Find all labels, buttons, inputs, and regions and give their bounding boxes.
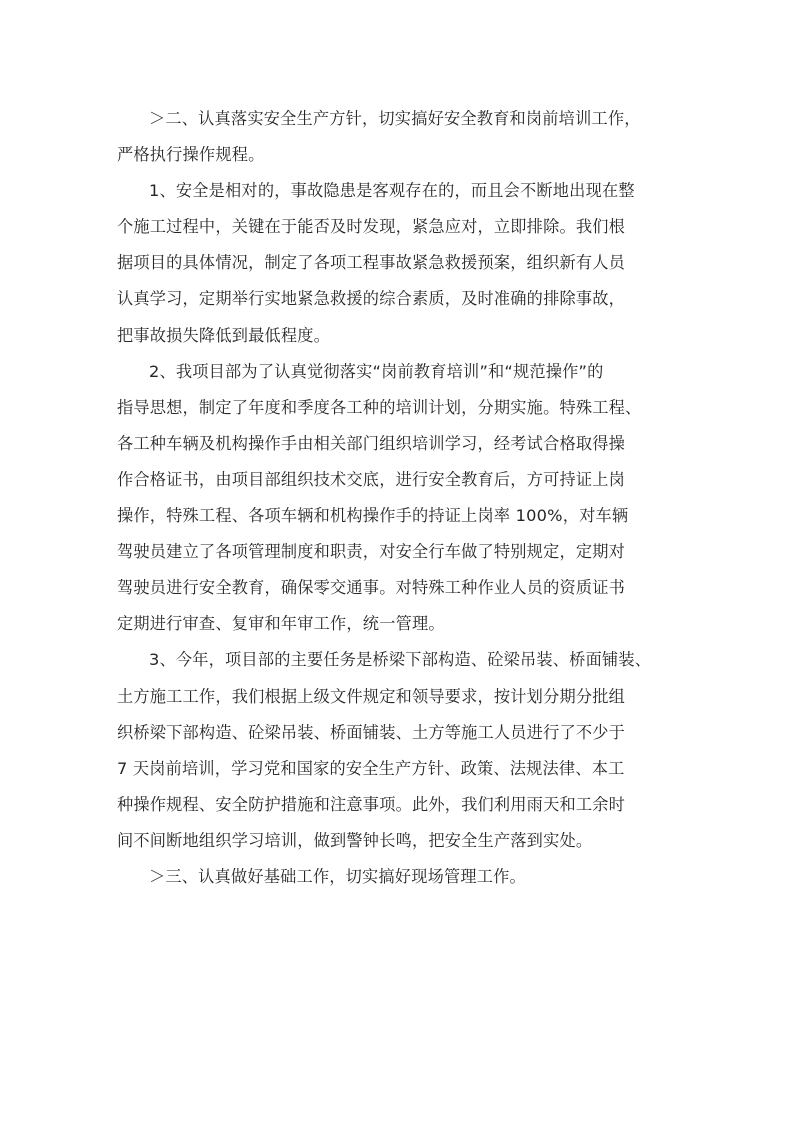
- text-line: 3、今年，项目部的主要任务是桥梁下部构造、砼梁吊装、桥面铺装、: [149, 650, 652, 670]
- text-line: 织桥梁下部构造、砼梁吊装、桥面铺装、土方等施工人员进行了不少于: [117, 722, 626, 742]
- text-line: 作合格证书，由项目部组织技术交底，进行安全教育后，方可持证上岗: [117, 469, 626, 489]
- text-line: 1、安全是相对的，事故隐患是客观存在的，而且会不断地出现在整: [149, 181, 635, 201]
- text-line: 驾驶员进行安全教育，确保零交通事。对特殊工种作业人员的资质证书: [117, 578, 626, 598]
- text-line: 各工种车辆及机构操作手由相关部门组织培训学习，经考试合格取得操: [117, 433, 626, 453]
- text-line: ＞二、认真落实安全生产方针，切实搞好安全教育和岗前培训工作，: [149, 109, 641, 128]
- text-line: 严格执行操作规程。: [117, 145, 265, 165]
- text-line: 据项目的具体情况，制定了各项工程事故紧急救援预案，组织新有人员: [117, 253, 626, 273]
- document-body: [117, 101, 677, 895]
- text-line: 7 天岗前培训，学习党和国家的安全生产方针、政策、法规法律、本工: [117, 758, 625, 778]
- text-line: ＞三、认真做好基础工作，切实搞好现场管理工作。: [149, 866, 526, 886]
- paragraph-section-three-heading: [117, 859, 677, 895]
- text-line: 把事故损失降低到最低程度。: [117, 325, 331, 345]
- text-line: 个施工过程中，关键在于能否及时发现，紧急应对，立即排除。我们根: [117, 217, 626, 237]
- text-line: 种操作规程、安全防护措施和注意事项。此外，我们利用雨天和工余时: [117, 794, 626, 814]
- paragraph-item-3: [117, 642, 677, 859]
- paragraph-section-two-heading: [117, 101, 677, 173]
- paragraph-item-2: [117, 354, 677, 643]
- text-line: 认真学习，定期举行实地紧急救援的综合素质，及时准确的排除事故，: [117, 289, 626, 309]
- text-line: 间不间断地组织学习培训，做到警钟长鸣，把安全生产落到实处。: [117, 830, 593, 850]
- text-line: 定期进行审查、复审和年审工作，统一管理。: [117, 614, 445, 634]
- text-line: 土方施工工作，我们根据上级文件规定和领导要求，按计划分期分批组: [117, 686, 626, 706]
- text-line: 指导思想，制定了年度和季度各工种的培训计划，分期实施。特殊工程、: [117, 397, 642, 417]
- text-line: 2、我项目部为了认真觉彻落实“岗前教育培训”和“规范操作”的: [149, 361, 604, 381]
- text-line: 操作，特殊工程、各项车辆和机构操作手的持证上岗率 100%，对车辆: [117, 506, 629, 526]
- paragraph-item-1: [117, 173, 677, 353]
- text-line: 驾驶员建立了各项管理制度和职责，对安全行车做了特别规定，定期对: [117, 542, 626, 562]
